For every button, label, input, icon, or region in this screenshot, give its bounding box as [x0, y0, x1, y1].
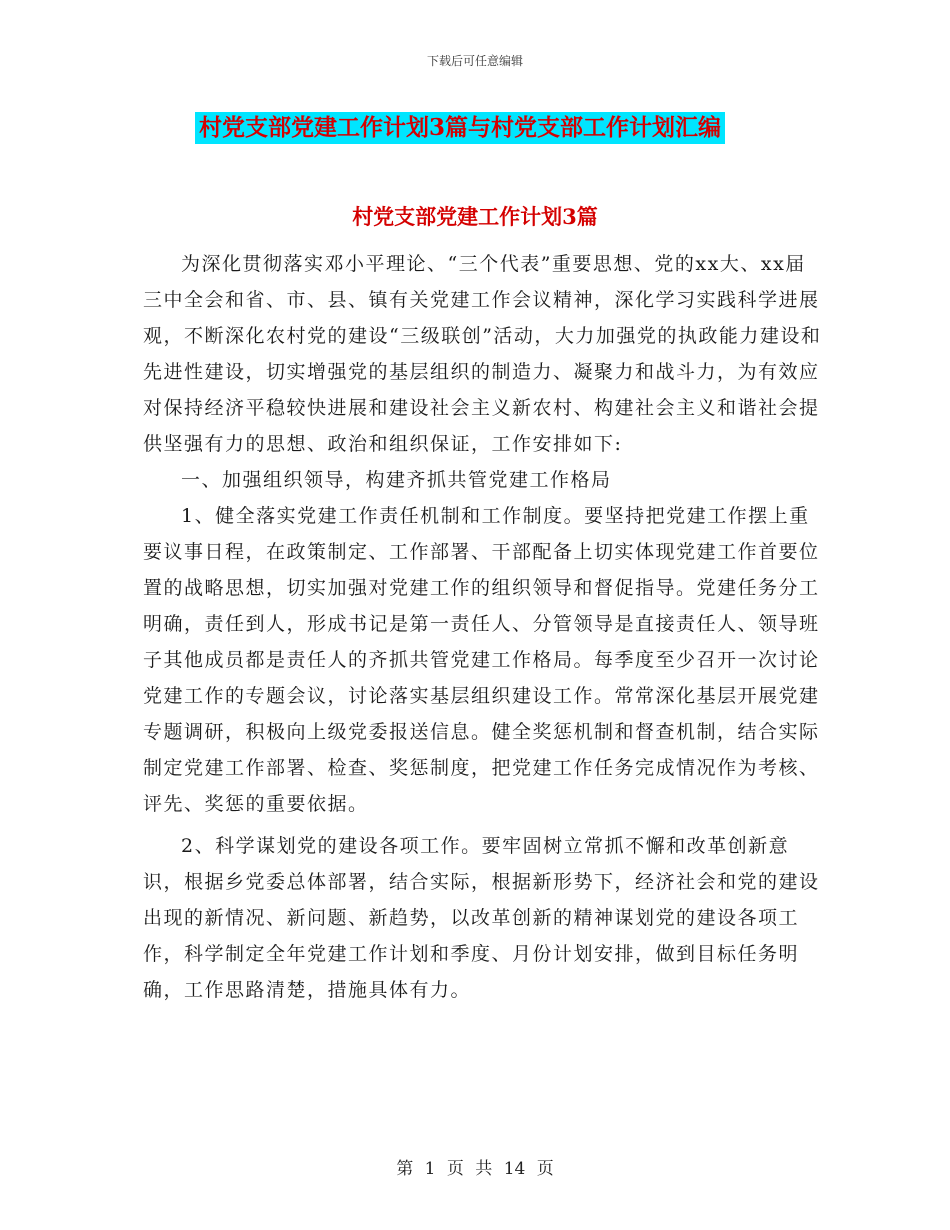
- heading-paragraph: 一、加强组织领导，构建齐抓共管党建工作格局: [181, 469, 612, 491]
- section-title: 村党支部党建工作计划3篇: [352, 204, 598, 229]
- document-body: [143, 246, 823, 1008]
- intro-paragraph: 为深化贯彻落实邓小平理论、“三个代表”重要思想、党的xx大、xx届三中全会和省、市、县、镇有关党建工作会议精神，深化学习实践科学进展观，不断深化农村党的建设“三级联创”活动，大力加强党的执政能力建设和先进性建设，切实增强党的基层组织的制造力、凝聚力和战斗力，为有效应对保持经济平稳较快进展和建设社会主义新农村、构建社会主义和谐社会提供坚强有力的思想、政治和组织保证，工作安排如下:: [143, 253, 822, 455]
- page-number: 第 1 页 共 14 页: [396, 1159, 554, 1179]
- document-title: 村党支部党建工作计划3篇与村党支部工作计划汇编: [195, 112, 725, 144]
- header-note: 下载后可任意编辑: [426, 54, 523, 68]
- body-paragraph: 1、健全落实党建工作责任机制和工作制度。要坚持把党建工作摆上重要议事日程，在政策制定、工作部署、干部配备上切实体现党建工作首要位置的战略思想，切实加强对党建工作的组织领导和督促指导。党建任务分工明确，责任到人，形成书记是第一责任人、分管领导是直接责任人、领导班子其他成员都是责任人的齐抓共管党建工作格局。每季度至少召开一次讨论党建工作的专题会议，讨论落实基层组织建设工作。常常深化基层开展党建专题调研，积极向上级党委报送信息。健全奖惩机制和督查机制，结合实际制定党建工作部署、检查、奖惩制度，把党建工作任务完成情况作为考核、评先、奖惩的重要依据。: [143, 505, 820, 815]
- body-paragraph: 2、科学谋划党的建设各项工作。要牢固树立常抓不懈和改革创新意识，根据乡党委总体部署，结合实际，根据新形势下，经济社会和党的建设出现的新情况、新问题、新趋势，以改革创新的精神谋划党的建设各项工作，科学制定全年党建工作计划和季度、月份计划安排，做到目标任务明确，工作思路清楚，措施具体有力。: [143, 835, 820, 1001]
